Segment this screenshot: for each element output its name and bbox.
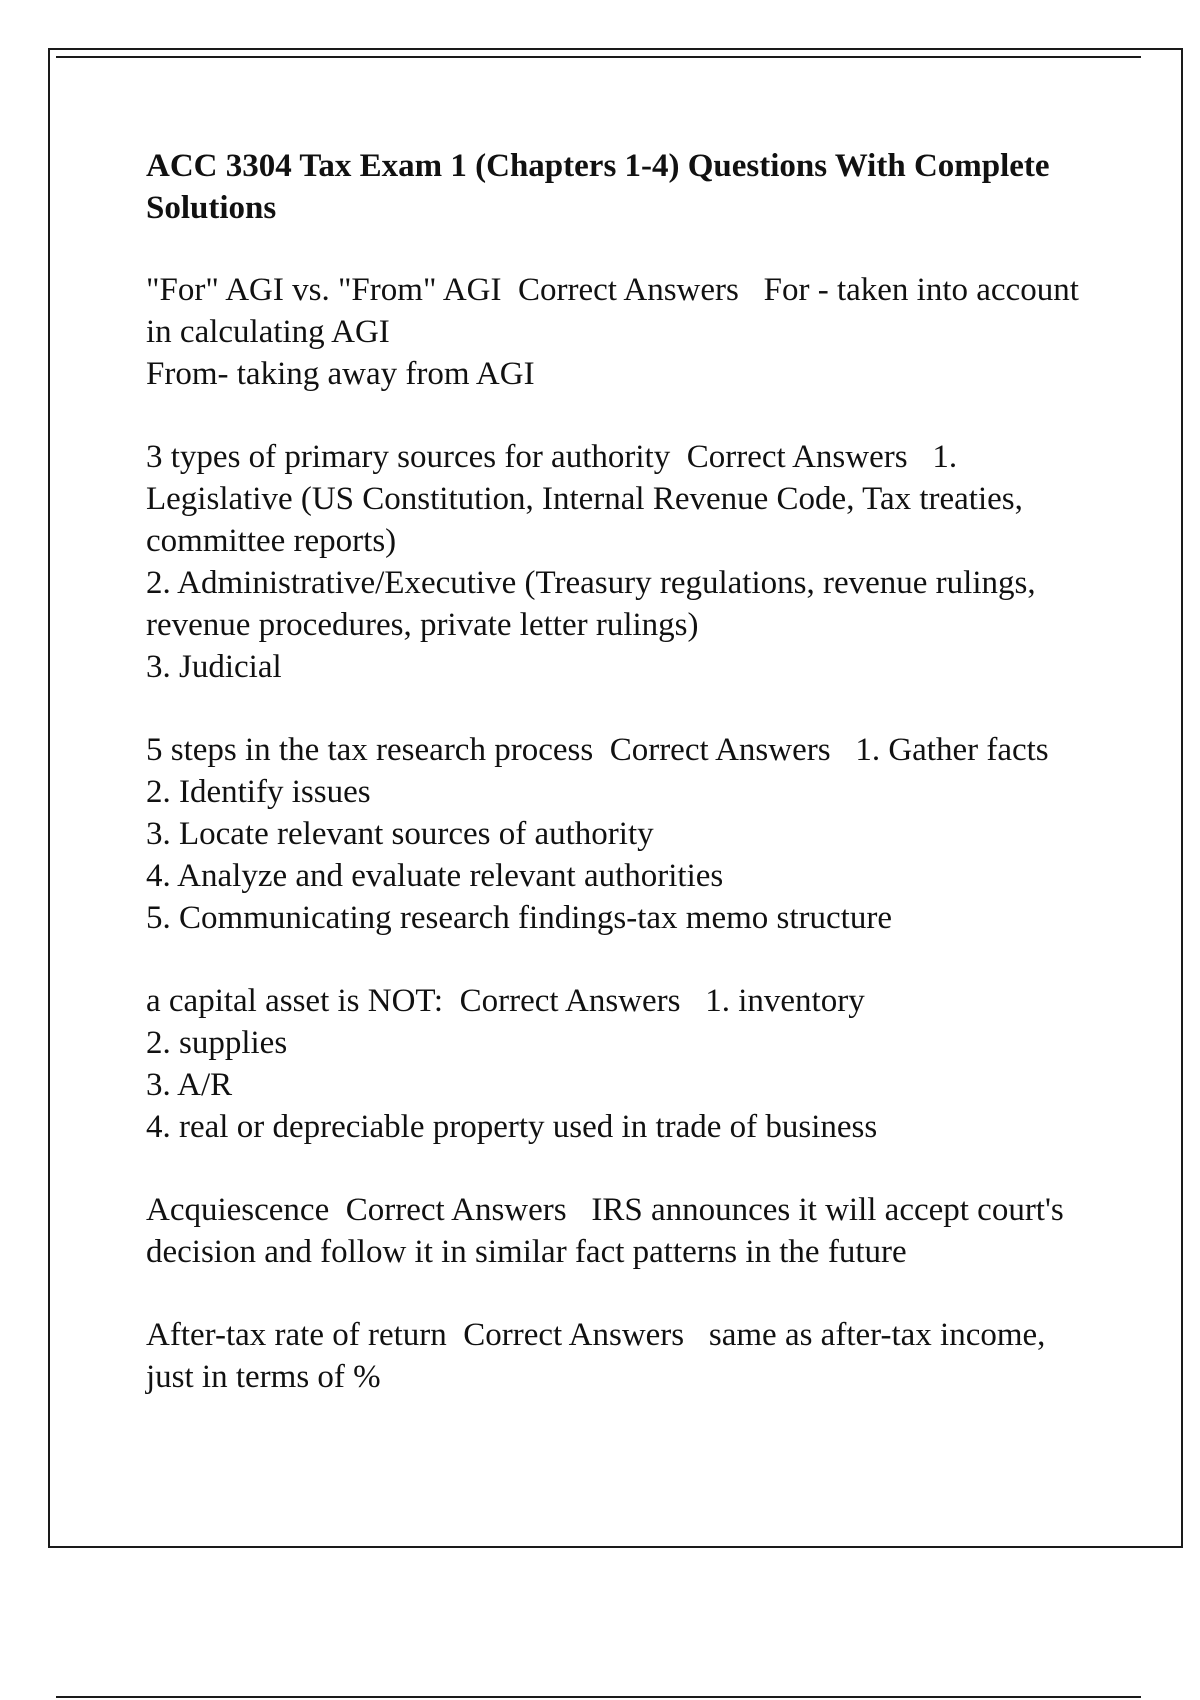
document-title: ACC 3304 Tax Exam 1 (Chapters 1-4) Questions With Complete Solutions	[146, 148, 1050, 226]
answer-line: From- taking away from AGI	[146, 356, 535, 392]
answer-line: 3. Judicial	[146, 649, 282, 685]
answer-line: 5. Communicating research findings-tax memo structure	[146, 900, 892, 936]
qa-list	[146, 269, 1096, 1398]
qa-first-line	[146, 1314, 1096, 1398]
qa-entry	[146, 729, 1096, 939]
answer-line: 4. Analyze and evaluate relevant authorities	[146, 858, 724, 894]
qa-first-line	[146, 436, 1096, 562]
answer-line: 2. supplies	[146, 1025, 288, 1061]
bottom-rule	[56, 1696, 1141, 1698]
answer-line: 3. Locate relevant sources of authority	[146, 816, 654, 852]
answer-line: 4. real or depreciable property used in trade of business	[146, 1109, 878, 1145]
document-body	[146, 145, 1096, 1439]
question-text: a capital asset is NOT:	[146, 983, 444, 1019]
qa-first-line	[146, 980, 1096, 1022]
qa-entry	[146, 1189, 1096, 1273]
answer-line: 2. Administrative/Executive (Treasury regulations, revenue rulings, revenue procedures, private letter rulings)	[146, 565, 1044, 643]
qa-entry	[146, 269, 1096, 395]
qa-first-line	[146, 729, 1096, 771]
answer-label: Correct Answers	[686, 439, 908, 475]
answer-text: 1. Legislative (US Constitution, Internal Revenue Code, Tax treaties, committee reports)	[146, 439, 1032, 559]
top-rule	[56, 56, 1141, 58]
answer-label: Correct Answers	[518, 272, 739, 308]
qa-entry	[146, 980, 1096, 1148]
answer-line: 3. A/R	[146, 1067, 233, 1103]
question-text: 3 types of primary sources for authority	[146, 439, 671, 475]
question-text: After-tax rate of return	[146, 1317, 447, 1353]
answer-text: For - taken into account in calculating AGI	[146, 272, 1088, 350]
answer-text: same as after-tax income, just in terms of %	[146, 1317, 1054, 1395]
answer-label: Correct Answers	[459, 983, 681, 1019]
answer-text: 1. Gather facts	[855, 732, 1049, 768]
question-text: Acquiescence	[146, 1192, 330, 1228]
qa-entry	[146, 1314, 1096, 1398]
answer-text: IRS announces it will accept court's decision and follow it in similar fact patterns in the future	[146, 1192, 1073, 1270]
qa-first-line	[146, 1189, 1096, 1273]
qa-entry	[146, 436, 1096, 688]
answer-text: 1. inventory	[705, 983, 865, 1019]
answer-label: Correct Answers	[463, 1317, 685, 1353]
question-text: 5 steps in the tax research process	[146, 732, 594, 768]
answer-line: 2. Identify issues	[146, 774, 371, 810]
question-text: "For" AGI vs. "From" AGI	[146, 272, 502, 308]
answer-label: Correct Answers	[609, 732, 831, 768]
answer-label: Correct Answers	[345, 1192, 567, 1228]
qa-first-line	[146, 269, 1096, 353]
